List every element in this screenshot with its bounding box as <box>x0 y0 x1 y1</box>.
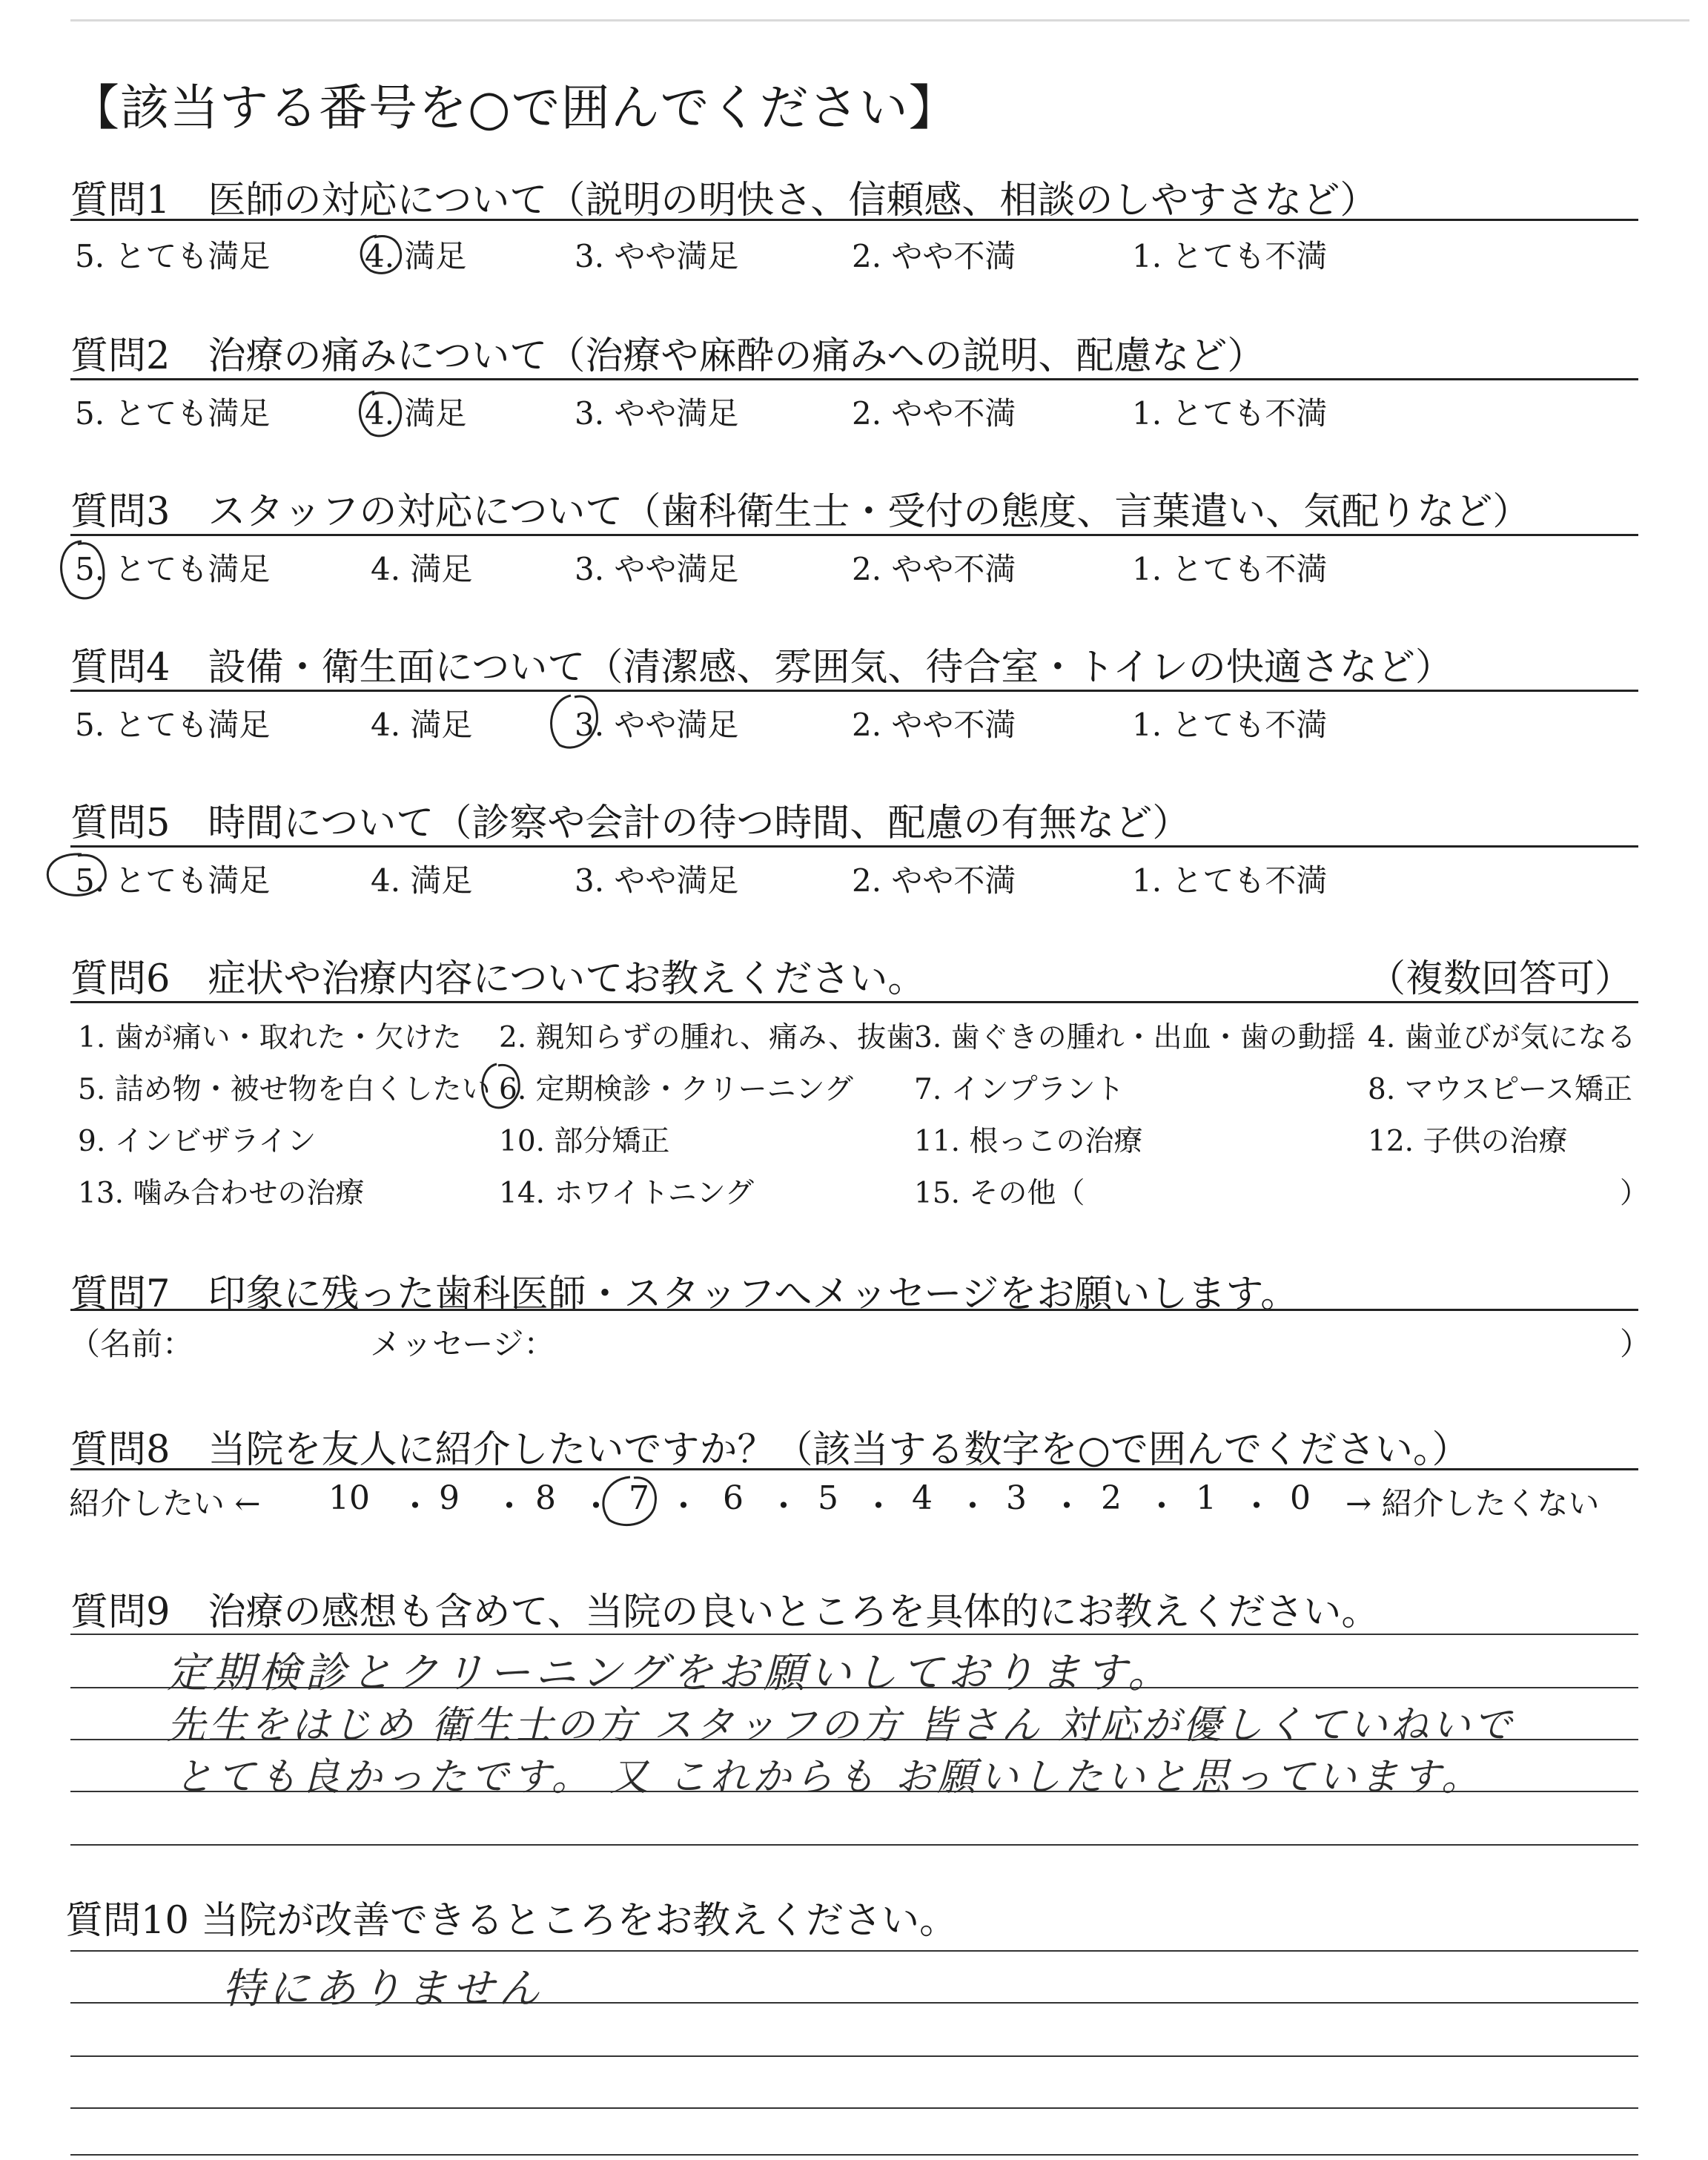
q8-scale-3[interactable]: 3 <box>1006 1479 1027 1517</box>
q10-answer-line <box>70 1950 1638 1952</box>
q2-option-3[interactable]: 3. やや満足 <box>575 395 739 432</box>
q4-option-3[interactable]: 3. やや満足 <box>575 707 739 743</box>
q8-scale-9[interactable]: 9 <box>439 1479 460 1517</box>
question-7-rule <box>70 1309 1638 1311</box>
q7-name-label: （名前： <box>69 1326 194 1362</box>
question-2-heading: 質問2 治療の痛みについて（治療や麻酔の痛みへの説明、配慮など） <box>70 334 1265 378</box>
q6-item-15-close-paren: ） <box>1620 1177 1649 1210</box>
q1-option-5[interactable]: 5. とても満足 <box>75 238 271 274</box>
q8-right-label: → 紹介したくない <box>1345 1485 1600 1522</box>
q8-left-label: 紹介したい ← <box>69 1485 261 1522</box>
q8-dot: ・ <box>667 1487 700 1525</box>
question-8-heading: 質問8 当院を友人に紹介したいですか？（該当する数字を○で囲んでください。） <box>70 1428 1470 1472</box>
q5-option-3[interactable]: 3. やや満足 <box>575 862 739 899</box>
q6-item-2[interactable]: 2. 親知らずの腫れ、痛み、抜歯 <box>499 1021 916 1054</box>
q6-item-3[interactable]: 3. 歯ぐきの腫れ・出血・歯の動揺 <box>914 1021 1356 1054</box>
question-6-rule <box>70 1001 1638 1003</box>
question-5-heading: 質問5 時間について（診察や会計の待つ時間、配慮の有無など） <box>70 802 1191 845</box>
q9-handwritten-line-1: 定期検診とクリーニングをお願いしております。 <box>167 1649 1174 1697</box>
q6-item-4[interactable]: 4. 歯並びが気になる <box>1368 1021 1636 1054</box>
q8-dot: ・ <box>956 1487 989 1525</box>
q7-close-paren: ） <box>1620 1326 1652 1362</box>
q6-item-7[interactable]: 7. インプラント <box>914 1073 1125 1106</box>
question-1-rule <box>70 219 1638 221</box>
q8-dot: ・ <box>1240 1487 1273 1525</box>
q10-answer-line <box>70 2055 1638 2057</box>
q10-handwritten-answer: 特にありません <box>222 1965 544 2013</box>
question-2-rule <box>70 378 1638 380</box>
q3-option-1[interactable]: 1. とても不満 <box>1132 551 1328 587</box>
question-3-rule <box>70 534 1638 536</box>
q6-item-6[interactable]: 6. 定期検診・クリーニング <box>499 1073 853 1106</box>
question-5-rule <box>70 845 1638 848</box>
page-title: 【該当する番号を○で囲んでください】 <box>70 79 959 136</box>
q6-item-9[interactable]: 9. インビザライン <box>78 1125 317 1158</box>
q8-dot: ・ <box>767 1487 800 1525</box>
q6-item-15[interactable]: 15. その他（ <box>914 1177 1085 1210</box>
q8-scale-8[interactable]: 8 <box>535 1479 556 1517</box>
q8-scale-2[interactable]: 2 <box>1101 1479 1122 1517</box>
question-6-note: （複数回答可） <box>1368 957 1633 1001</box>
q8-dot: ・ <box>493 1487 526 1525</box>
question-9-heading: 質問9 治療の感想も含めて、当院の良いところを具体的にお教えください。 <box>70 1591 1380 1634</box>
q2-option-5[interactable]: 5. とても満足 <box>75 395 271 432</box>
q5-option-2[interactable]: 2. やや不満 <box>852 862 1016 899</box>
q3-option-2[interactable]: 2. やや不満 <box>852 551 1016 587</box>
question-4-heading: 質問4 設備・衛生面について（清潔感、雰囲気、待合室・トイレの快適さなど） <box>70 646 1453 690</box>
q1-option-4[interactable]: 4. 満足 <box>365 238 467 274</box>
question-3-heading: 質問3 スタッフの対応について（歯科衛生士・受付の態度、言葉遣い、気配りなど） <box>70 490 1531 534</box>
q9-answer-line <box>70 1634 1638 1635</box>
question-10-heading: 質問10 当院が改善できるところをお教えください。 <box>65 1899 958 1943</box>
q6-item-11[interactable]: 11. 根っこの治療 <box>914 1125 1143 1158</box>
q6-item-10[interactable]: 10. 部分矯正 <box>499 1125 670 1158</box>
q8-dot: ・ <box>399 1487 431 1525</box>
q5-option-5[interactable]: 5. とても満足 <box>75 862 271 899</box>
q6-item-13[interactable]: 13. 噛み合わせの治療 <box>78 1177 365 1210</box>
q4-option-5[interactable]: 5. とても満足 <box>75 707 271 743</box>
q8-scale-0[interactable]: 0 <box>1290 1479 1311 1517</box>
q9-handwritten-line-3: とても良かったです。 又 これからも お願いしたいと思っています。 <box>174 1755 1484 1800</box>
question-1-heading: 質問1 医師の対応について（説明の明快さ、信頼感、相談のしやすさなど） <box>70 179 1378 222</box>
q8-dot: ・ <box>1145 1487 1178 1525</box>
q8-scale-7[interactable]: 7 <box>629 1479 649 1517</box>
q6-item-12[interactable]: 12. 子供の治療 <box>1368 1125 1568 1158</box>
q2-option-4[interactable]: 4. 満足 <box>365 395 467 432</box>
q9-handwritten-line-2: 先生をはじめ 衛生士の方 スタッフの方 皆さん 対応が優しくていねいで <box>167 1703 1515 1748</box>
q5-option-1[interactable]: 1. とても不満 <box>1132 862 1328 899</box>
q5-option-4[interactable]: 4. 満足 <box>371 862 473 899</box>
q6-item-8[interactable]: 8. マウスピース矯正 <box>1368 1073 1632 1106</box>
q6-item-1[interactable]: 1. 歯が痛い・取れた・欠けた <box>78 1021 462 1054</box>
q2-option-1[interactable]: 1. とても不満 <box>1132 395 1328 432</box>
top-edge-line <box>70 19 1689 22</box>
q1-option-2[interactable]: 2. やや不満 <box>852 238 1016 274</box>
question-6-heading: 質問6 症状や治療内容についてお教えください。 <box>70 957 926 1001</box>
q7-message-label: メッセージ： <box>370 1326 555 1362</box>
q1-option-1[interactable]: 1. とても不満 <box>1132 238 1328 274</box>
q8-scale-10[interactable]: 10 <box>328 1479 370 1517</box>
q6-item-14[interactable]: 14. ホワイトニング <box>499 1177 754 1210</box>
q10-answer-line <box>70 2154 1638 2156</box>
q8-scale-1[interactable]: 1 <box>1196 1479 1217 1517</box>
q4-option-1[interactable]: 1. とても不満 <box>1132 707 1328 743</box>
q3-option-4[interactable]: 4. 満足 <box>371 551 473 587</box>
q8-scale-4[interactable]: 4 <box>912 1479 933 1517</box>
q4-option-4[interactable]: 4. 満足 <box>371 707 473 743</box>
q6-item-5[interactable]: 5. 詰め物・被せ物を白くしたい <box>78 1073 491 1106</box>
q8-scale-6[interactable]: 6 <box>723 1479 744 1517</box>
q8-scale-5[interactable]: 5 <box>818 1479 838 1517</box>
question-4-rule <box>70 690 1638 692</box>
q10-answer-line <box>70 2107 1638 2109</box>
question-7-heading: 質問7 印象に残った歯科医師・スタッフへメッセージをお願いします。 <box>70 1272 1299 1316</box>
q8-dot: ・ <box>1050 1487 1083 1525</box>
q1-option-3[interactable]: 3. やや満足 <box>575 238 739 274</box>
q2-option-2[interactable]: 2. やや不満 <box>852 395 1016 432</box>
q8-dot: ・ <box>862 1487 895 1525</box>
q4-option-2[interactable]: 2. やや不満 <box>852 707 1016 743</box>
q9-answer-line <box>70 1844 1638 1846</box>
q8-dot: ・ <box>580 1487 612 1525</box>
q3-option-3[interactable]: 3. やや満足 <box>575 551 739 587</box>
question-8-rule <box>70 1468 1638 1470</box>
q3-option-5[interactable]: 5. とても満足 <box>75 551 271 587</box>
